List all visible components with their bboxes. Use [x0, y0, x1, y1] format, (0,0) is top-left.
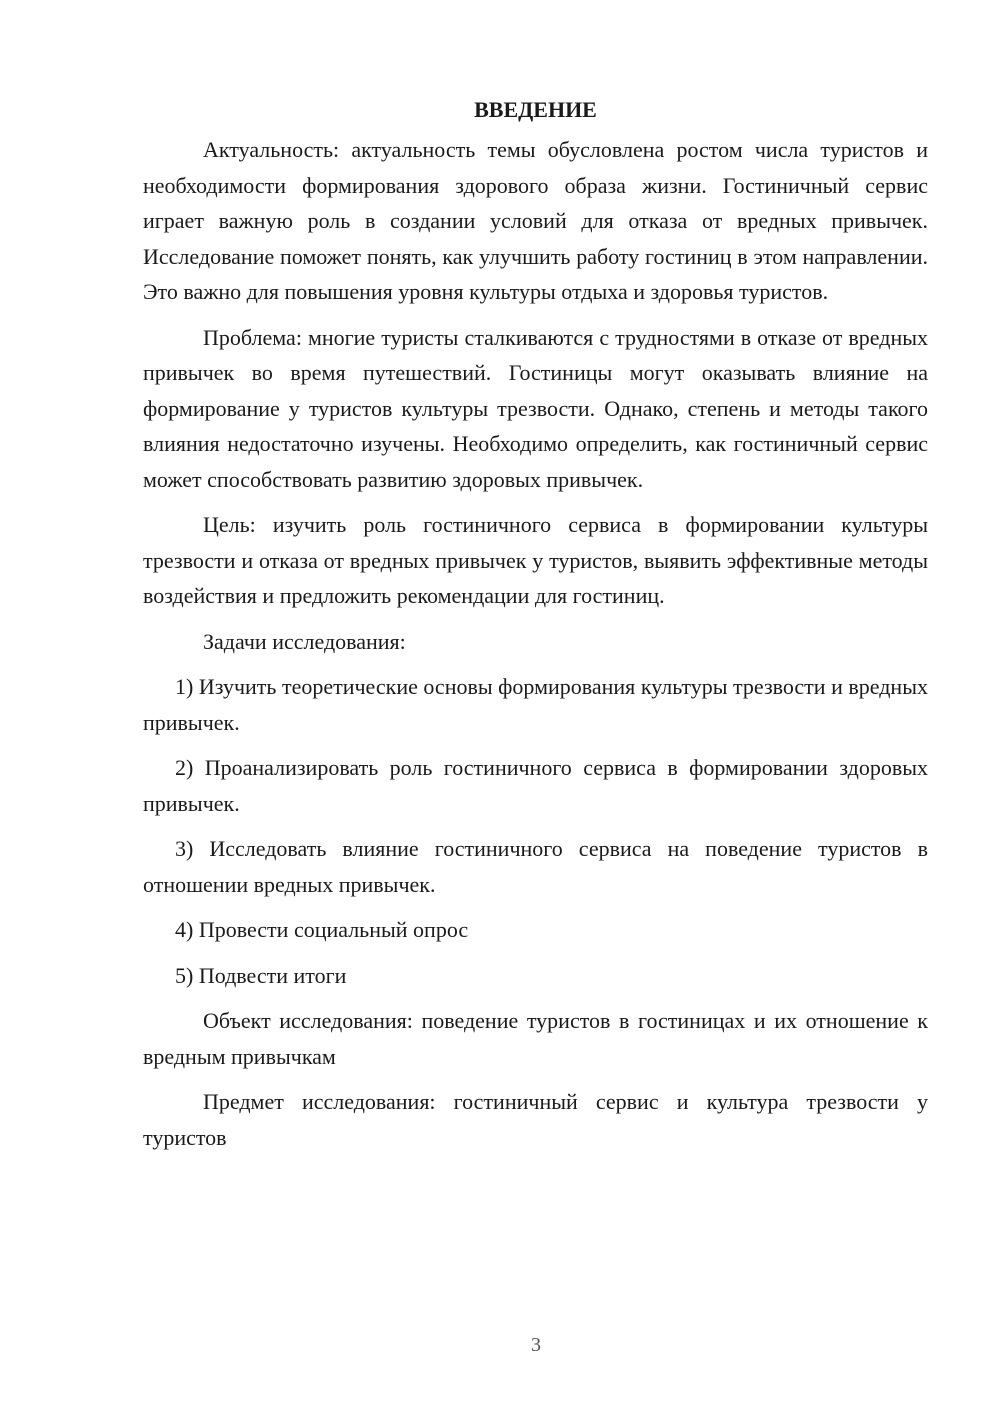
paragraph-relevance: Актуальность: актуальность темы обусловлена ростом числа туристов и необходимости формирования здорового образа жизни. Гостиничный сервис играет важную роль в создании условий для отказа от вредных привычек. Исследование поможет понять, как улучшить работу гостиниц в этом направлении. Это важно для повышения уровня культуры отдыха и здоровья туристов. — [143, 137, 928, 304]
task-item-2: 2) Проанализировать роль гостиничного сервиса в формировании здоровых привычек. — [143, 755, 928, 816]
paragraph-object: Объект исследования: поведение туристов в гостиницах и их отношение к вредным привычкам — [143, 1008, 928, 1069]
task-item-5: 5) Подвести итоги — [175, 962, 347, 988]
section-title: ВВЕДЕНИЕ — [474, 97, 597, 122]
document-body — [143, 94, 928, 1165]
task-item-1: 1) Изучить теоретические основы формирования культуры трезвости и вредных привычек. — [143, 674, 928, 735]
paragraph-subject: Предмет исследования: гостиничный сервис и культура трезвости у туристов — [143, 1089, 928, 1150]
task-item-4: 4) Провести социальный опрос — [175, 917, 469, 942]
paragraph-goal: Цель: изучить роль гостиничного сервиса в формировании культуры трезвости и отказа от вредных привычек у туристов, выявить эффективные методы воздействия и предложить рекомендации для гостиниц. — [143, 512, 928, 608]
task-item-3: 3) Исследовать влияние гостиничного сервиса на поведение туристов в отношении вредных привычек. — [143, 836, 928, 897]
paragraph-tasks-heading: Задачи исследования: — [203, 628, 406, 654]
paragraph-problem: Проблема: многие туристы сталкиваются с трудностями в отказе от вредных привычек во время путешествий. Гостиницы могут оказывать влияние на формирование у туристов культуры трезвости. Однако, степень и методы такого влияния недостаточно изучены. Необходимо определить, как гостиничный сервис может способствовать развитию здоровых привычек. — [143, 324, 928, 492]
page-number: 3 — [531, 1334, 541, 1356]
